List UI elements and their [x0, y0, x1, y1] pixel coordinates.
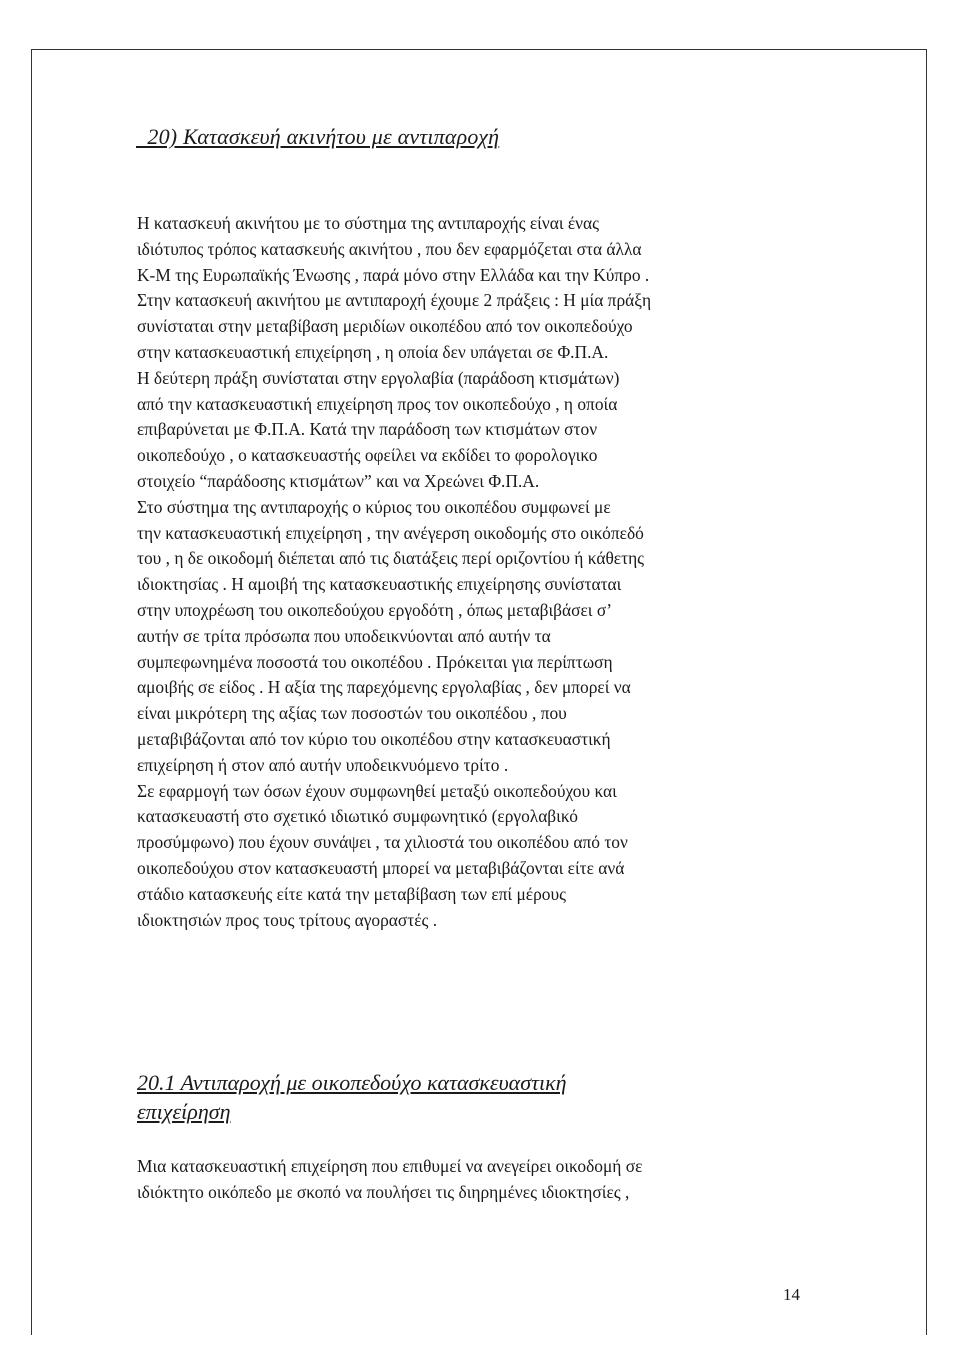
section-body [137, 211, 797, 933]
paragraph-application: Σε εφαρμογή των όσων έχουν συμφωνηθεί μεταξύ οικοπεδούχου και κατασκευαστή στο σχετικό ιδιωτικό συμφωνητικό (εργολαβικό προσύμφωνο) που έχουν συνάψει , τα χιλιοστά του οικοπέδου από τον οικοπεδούχου στον κατασκευαστή μπορεί να μεταβιβάζονται είτε ανά στάδιο κατασκευής είτε κατά την μεταβίβαση των επί μέρους ιδιοκτησιών προς τους τρίτους αγοραστές . [137, 780, 628, 930]
section-heading: 20) Κατασκευή ακινήτου με αντιπαροχή [136, 124, 500, 149]
paragraph-intro: Η κατασκευή ακινήτου με το σύστημα της αντιπαροχής είναι ένας ιδιότυπος τρόπος κατασκευής ακινήτου , που δεν εφαρμόζεται στα άλλα Κ-Μ της Ευρωπαϊκής Ένωσης , παρά μόνο στην Ελλάδα και την Κύπρο . Στην κατασκευή ακινήτου με αντιπαροχή έχουμε 2 πράξεις : Η μία πράξη συνίσταται στην μεταβίβαση μεριδίων οικοπέδου από τον οικοπεδούχο στην κατασκευαστική επιχείρηση , η οποία δεν υπάγεται σε Φ.Π.Α. [137, 213, 652, 362]
paragraph-second-act: Η δεύτερη πράξη συνίσταται στην εργολαβία (παράδοση κτισμάτων) από την κατασκευαστική επιχείρηση προς τον οικοπεδούχο , η οποία επιβαρύνεται με Φ.Π.Α. Κατά την παράδοση των κτισμάτων στον οικοπεδούχο , ο κατασκευαστής οφείλει να εκδίδει το φορολογικο στοιχείο “παράδοσης κτισμάτων” και να Χρεώνει Φ.Π.Α. [137, 367, 620, 491]
paragraph-system: Στο σύστημα της αντιπαροχής ο κύριος του οικοπέδου συμφωνεί με την κατασκευαστική επιχείρηση , την ανέγερση οικοδομής στο οικόπεδό του , η δε οικοδομή διέπεται από τις διατάξεις περί οριζοντίου ή κάθετης ιδιοκτησίας . Η αμοιβή της κατασκευαστικής επιχείρησης συνίσταται στην υποχρέωση του οικοπεδούχου εργοδότη , όπως μεταβιβάσει σ’ αυτήν σε τρίτα πρόσωπα που υποδεικνύονται από αυτήν τα συμπεφωνημένα ποσοστά του οικοπέδου . Πρόκειται για περίπτωση αμοιβής σε είδος . Η αξία της παρεχόμενης εργολαβίας , δεν μπορεί να είναι μικρότερη της αξίας των ποσοστών του οικοπέδου , που μεταβιβάζονται από τον κύριο του οικοπέδου στην κατασκευαστική επιχείρηση ή στον από αυτήν υποδεικνυόμενο τρίτο . [137, 496, 645, 775]
page-number: 14 [783, 1285, 800, 1304]
subsection-paragraph: Μια κατασκευαστική επιχείρηση που επιθυμεί να ανεγείρει οικοδομή σε ιδιόκτητο οικόπεδο με σκοπό να πουλήσει τις διηρημένες ιδιοκτησίες , [137, 1156, 643, 1202]
subsection-heading: 20.1 Αντιπαροχή με οικοπεδούχο κατασκευαστική επιχείρηση [137, 1070, 567, 1124]
